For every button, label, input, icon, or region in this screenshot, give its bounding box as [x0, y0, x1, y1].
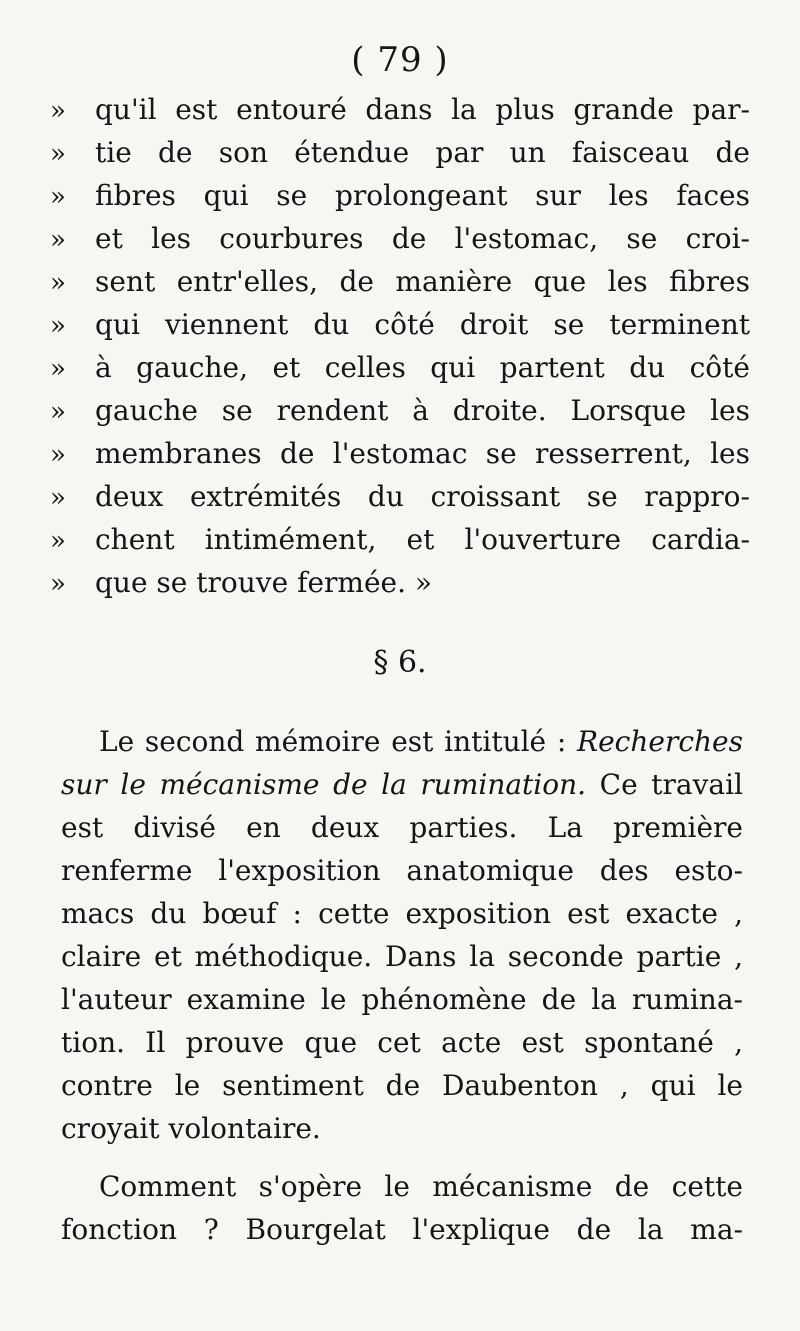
paragraph-gap: [61, 1150, 743, 1165]
paragraph-line: l'auteur examine le phénomène de la rumina-: [61, 983, 743, 1016]
quote-line: [50, 475, 750, 518]
paragraph-text: Ce travail: [586, 768, 743, 801]
quote-mark: »: [50, 225, 66, 255]
quote-line: [50, 346, 750, 389]
quote-line-text: à gauche, et celles qui partent du côté: [95, 351, 750, 384]
quote-line: [50, 518, 750, 561]
quote-line-text: qu'il est entouré dans la plus grande par-: [95, 93, 750, 126]
quote-mark: »: [50, 440, 66, 470]
quote-line-text: gauche se rendent à droite. Lorsque les: [95, 394, 750, 427]
quote-line: [50, 432, 750, 475]
paragraph-line: [61, 720, 743, 763]
memoir-title: Recherches: [577, 725, 743, 758]
quote-line: [50, 174, 750, 217]
quote-mark: »: [50, 526, 66, 556]
quote-line-text: sent entr'elles, de manière que les fibres: [95, 265, 750, 298]
paragraph-line: fonction ? Bourgelat l'explique de la ma-: [61, 1213, 743, 1246]
paragraph-line: [61, 763, 743, 806]
quote-line-text: deux extrémités du croissant se rappro-: [95, 480, 750, 513]
paragraph-line: croyait volontaire.: [61, 1112, 321, 1145]
quote-mark: »: [50, 268, 66, 298]
quote-line: [50, 389, 750, 432]
quote-line: [50, 561, 750, 604]
quote-mark: »: [50, 96, 66, 126]
quote-line: [50, 217, 750, 260]
paragraph-line: tion. Il prouve que cet acte est spontané ,: [61, 1026, 743, 1059]
paragraph-line: renferme l'exposition anatomique des esto-: [61, 854, 743, 887]
quote-line: [50, 131, 750, 174]
quote-mark: »: [50, 483, 66, 513]
quotation-block: [50, 88, 750, 604]
quote-line-text: qui viennent du côté droit se terminent: [95, 308, 750, 341]
quote-line-text: fibres qui se prolongeant sur les faces: [95, 179, 750, 212]
page-number: ( 79 ): [351, 40, 449, 80]
quote-mark: »: [50, 354, 66, 384]
paragraph-text: Le second mémoire est intitulé :: [99, 725, 578, 758]
paragraph-line: claire et méthodique. Dans la seconde partie ,: [61, 940, 743, 973]
quote-mark: »: [50, 569, 66, 599]
paragraph-line: est divisé en deux parties. La première: [61, 811, 743, 844]
body-text: [61, 720, 743, 1251]
quote-line-text: tie de son étendue par un faisceau de: [95, 136, 750, 169]
quote-line-text: membranes de l'estomac se resserrent, les: [95, 437, 750, 470]
paragraph-line: Comment s'opère le mécanisme de cette: [99, 1170, 743, 1203]
quote-line: [50, 303, 750, 346]
paragraph-line: contre le sentiment de Daubenton , qui le: [61, 1069, 743, 1102]
quote-line-text: chent intimément, et l'ouverture cardia-: [95, 523, 750, 556]
quote-mark: »: [50, 182, 66, 212]
quote-line: [50, 260, 750, 303]
quote-line-text: que se trouve fermée. »: [95, 566, 433, 599]
paragraph-line: macs du bœuf : cette exposition est exacte ,: [61, 897, 743, 930]
quote-mark: »: [50, 311, 66, 341]
section-heading: § 6.: [373, 645, 427, 680]
memoir-title: sur le mécanisme de la rumination.: [61, 768, 587, 801]
quote-mark: »: [50, 139, 66, 169]
quote-mark: »: [50, 397, 66, 427]
quote-line: [50, 88, 750, 131]
quote-line-text: et les courbures de l'estomac, se croi-: [95, 222, 750, 255]
